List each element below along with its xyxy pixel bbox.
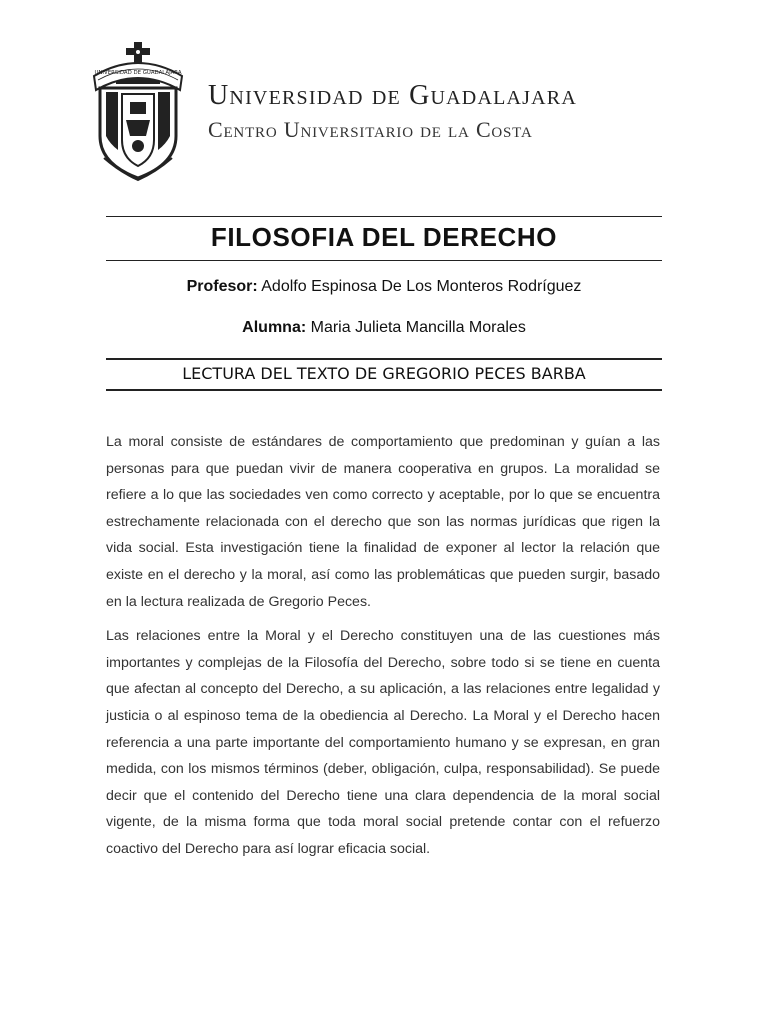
- paragraph: La moral consiste de estándares de comportamiento que predominan y guían a las personas para que puedan vivir de manera cooperativa en grupos. La moralidad se refiere a lo que las sociedades ven como correcto y aceptable, por lo que se encuentra estrechamente relacionada con el derecho que son las normas jurídicas que rigen la vida social. Esta investigación tiene la finalidad de exponer al lector la relación que existe en el derecho y la moral, así como las problemáticas que pueden surgir, basado en la lectura realizada de Gregorio Peces.: [106, 434, 660, 610]
- student-name: Maria Julieta Mancilla Morales: [310, 319, 526, 336]
- student-label: Alumna:: [242, 319, 307, 336]
- student-line: [106, 319, 662, 337]
- body-text: [106, 429, 660, 871]
- university-name: Universidad de Guadalajara: [208, 80, 577, 111]
- reading-top-rule: [106, 358, 662, 360]
- university-center-name: Centro Universitario de la Costa: [208, 117, 533, 142]
- university-seal-logo: [90, 40, 186, 182]
- title-bottom-rule: [106, 260, 662, 261]
- professor-line: [106, 278, 662, 296]
- course-title: FILOSOFIA DEL DERECHO: [210, 222, 558, 252]
- seal-text: UNIVERSIDAD DE GUADALAJARA: [94, 70, 182, 76]
- title-top-rule: [106, 216, 662, 217]
- professor-label: Profesor:: [186, 278, 258, 295]
- reading-bottom-rule: [106, 389, 662, 391]
- paragraph: Las relaciones entre la Moral y el Derecho constituyen una de las cuestiones más importantes y complejas de la Filosofía del Derecho, sobre todo si se tiene en cuenta que afectan al concepto del Derecho, a su aplicación, a las relaciones entre legalidad y justicia o al espinoso tema de la obediencia al Derecho. La Moral y el Derecho hacen referencia a una parte importante del comportamiento humano y se expresan, en gran medida, con los mismos términos (deber, obligación, culpa, responsabilidad). Se puede decir que el contenido del Derecho tiene una clara dependencia de la moral social vigente, de la misma forma que toda moral social pretende contar con el refuerzo coactivo del Derecho para así lograr eficacia social.: [106, 628, 660, 857]
- reading-title: LECTURA DEL TEXTO DE GREGORIO PECES BARBA: [182, 364, 586, 383]
- professor-name: Adolfo Espinosa De Los Monteros Rodríguez: [261, 278, 582, 295]
